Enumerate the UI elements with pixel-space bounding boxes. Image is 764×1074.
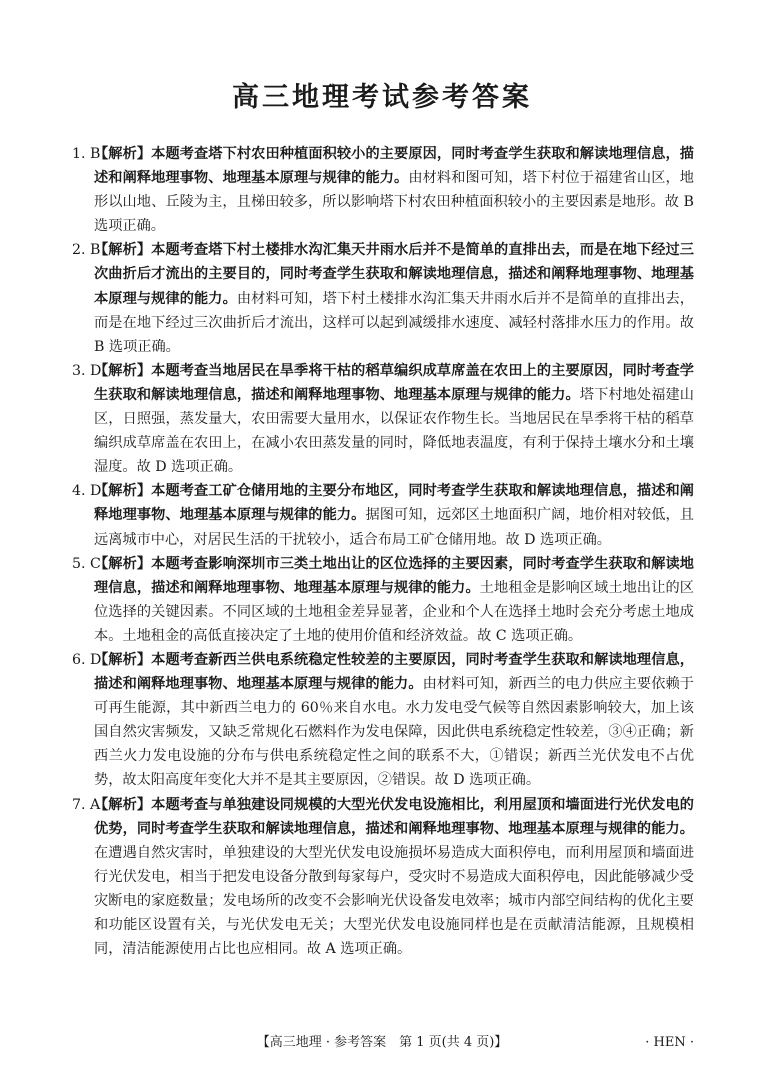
- answer-item-4: [72, 479, 694, 551]
- answer-statement: 本题考查工矿仓储用地的主要分布地区，同时考查学生获取和解读地理信息，描述和阐释地理事物、地理基本原理与规律的能力。: [94, 483, 694, 524]
- answer-tag: 【解析】: [94, 796, 152, 813]
- answer-statement: 本题考查影响深圳市三类土地出让的区位选择的主要因素，同时考查学生获取和解读地理信息，描述和阐释地理事物、地理基本原理与规律的能力。: [94, 555, 694, 596]
- answer-explanation: 土地租金是影响区域土地出让的区位选择的关键因素。不同区域的土地租金差异显著，企业和个人在选择土地时会充分考虑土地成本。土地租金的高低直接决定了土地的使用价值和经济效益。故 C 选项正确。: [94, 579, 694, 644]
- answer-tag: 【解析】: [94, 146, 152, 162]
- answer-item-1: [72, 142, 694, 238]
- answer-number: 1. B: [72, 146, 101, 162]
- answer-item-6: [72, 648, 694, 793]
- answer-explanation: 在遭遇自然灾害时，单独建设的大型光伏发电设施损坏易造成大面积停电，而利用屋顶和墙面进行光伏发电，相当于把发电设备分散到每家每户，受灾时不易造成大面积停电，因此能够减少受灾断电的家庭数量；发电场所的改变不会影响光伏设备发电效率；城市内部空间结构的优化主要和功能区设置有关，与光伏发电无关；大型光伏发电设施同样也是在贡献清洁能源，且规模相同，清洁能源使用占比也应相同。故 A 选项正确。: [94, 844, 694, 958]
- answer-statement: 本题考查塔下村土楼排水沟汇集天井雨水后并不是简单的直排出去，而是在地下经过三次曲折后才流出的主要目的，同时考查学生获取和解读地理信息，描述和阐释地理事物、地理基本原理与规律的能力。: [94, 242, 694, 307]
- footer-code: · HEN ·: [645, 1035, 694, 1050]
- answer-number: 2. B: [72, 242, 101, 259]
- answer-tag: 【解析】: [94, 555, 152, 572]
- answer-number: 5. C: [72, 555, 101, 572]
- answer-explanation: 由材料可知，塔下村土楼排水沟汇集天井雨水后并不是简单的直排出去，而是在地下经过三次曲折后才流出，这样可以起到减缓排水速度、减轻村落排水压力的作用。故 B 选项正确。: [94, 290, 694, 355]
- answer-list: [72, 142, 694, 961]
- answer-tag: 【解析】: [94, 651, 152, 668]
- answer-explanation: 塔下村地处福建山区，日照强，蒸发量大，农田需要大量用水，以保证农作物生长。当地居民在旱季将干枯的稻草编织成草席盖在农田上，在减小农田蒸发量的同时，降低地表温度，有利于保持土壤水分和土壤湿度。故 D 选项正确。: [94, 386, 694, 476]
- answer-tag: 【解析】: [94, 483, 152, 500]
- answer-item-2: [72, 238, 694, 358]
- answer-item-3: [72, 359, 694, 479]
- page-title: 高三地理考试参考答案: [232, 82, 532, 113]
- answer-statement: 本题考查与单独建设同规模的大型光伏发电设施相比，利用屋顶和墙面进行光伏发电的优势，同时考查学生获取和解读地理信息，描述和阐释地理事物、地理基本原理与规律的能力。: [94, 796, 694, 837]
- answer-tag: 【解析】: [94, 242, 152, 259]
- answer-item-5: [72, 552, 694, 648]
- answer-item-7: [72, 793, 694, 962]
- answer-statement: 本题考查当地居民在旱季将干枯的稻草编织成草席盖在农田上的主要原因，同时考查学生获取和解读地理信息，描述和阐释地理事物、地理基本原理与规律的能力。: [94, 362, 694, 403]
- answer-number: 7. A: [72, 796, 101, 813]
- answer-explanation: 由材料和图可知，塔下村位于福建省山区，地形以山地、丘陵为主，且梯田较多，所以影响塔下村农田种植面积较小的主要因素是地形。故 B 选项正确。: [94, 170, 694, 235]
- answer-explanation: 由材料可知，新西兰的电力供应主要依赖于可再生能源，其中新西兰电力的 60％来自水电。水力发电受气候等自然因素影响较大，加上该国自然灾害频发，又缺乏常规化石燃料作为发电保障，因此供电系统稳定性较差，③④正确；新西兰火力发电设施的分布与供电系统稳定性之间的联系不大，①错误；新西兰光伏发电不占优势，故太阳高度年变化大并不是其主要原因，②错误。故 D 选项正确。: [94, 676, 694, 789]
- answer-number: 6. D: [72, 651, 102, 668]
- answer-statement: 本题考查塔下村农田种植面积较小的主要原因，同时考查学生获取和解读地理信息，描述和阐释地理事物、地理基本原理与规律的能力。: [94, 146, 694, 187]
- answer-number: 4. D: [72, 483, 102, 500]
- answer-statement: 本题考查新西兰供电系统稳定性较差的主要原因，同时考查学生获取和解读地理信息，描述和阐释地理事物、地理基本原理与规律的能力。: [94, 651, 694, 693]
- answer-explanation: 据图可知，远郊区土地面积广阔，地价相对较低，且远离城市中心，对居民生活的干扰较小，适合布局工矿仓储用地。故 D 选项正确。: [94, 507, 694, 548]
- page-footer: 【高三地理 · 参考答案 第 1 页(共 4 页)】: [256, 1035, 508, 1050]
- answer-tag: 【解析】: [94, 362, 152, 379]
- answer-number: 3. D: [72, 362, 102, 379]
